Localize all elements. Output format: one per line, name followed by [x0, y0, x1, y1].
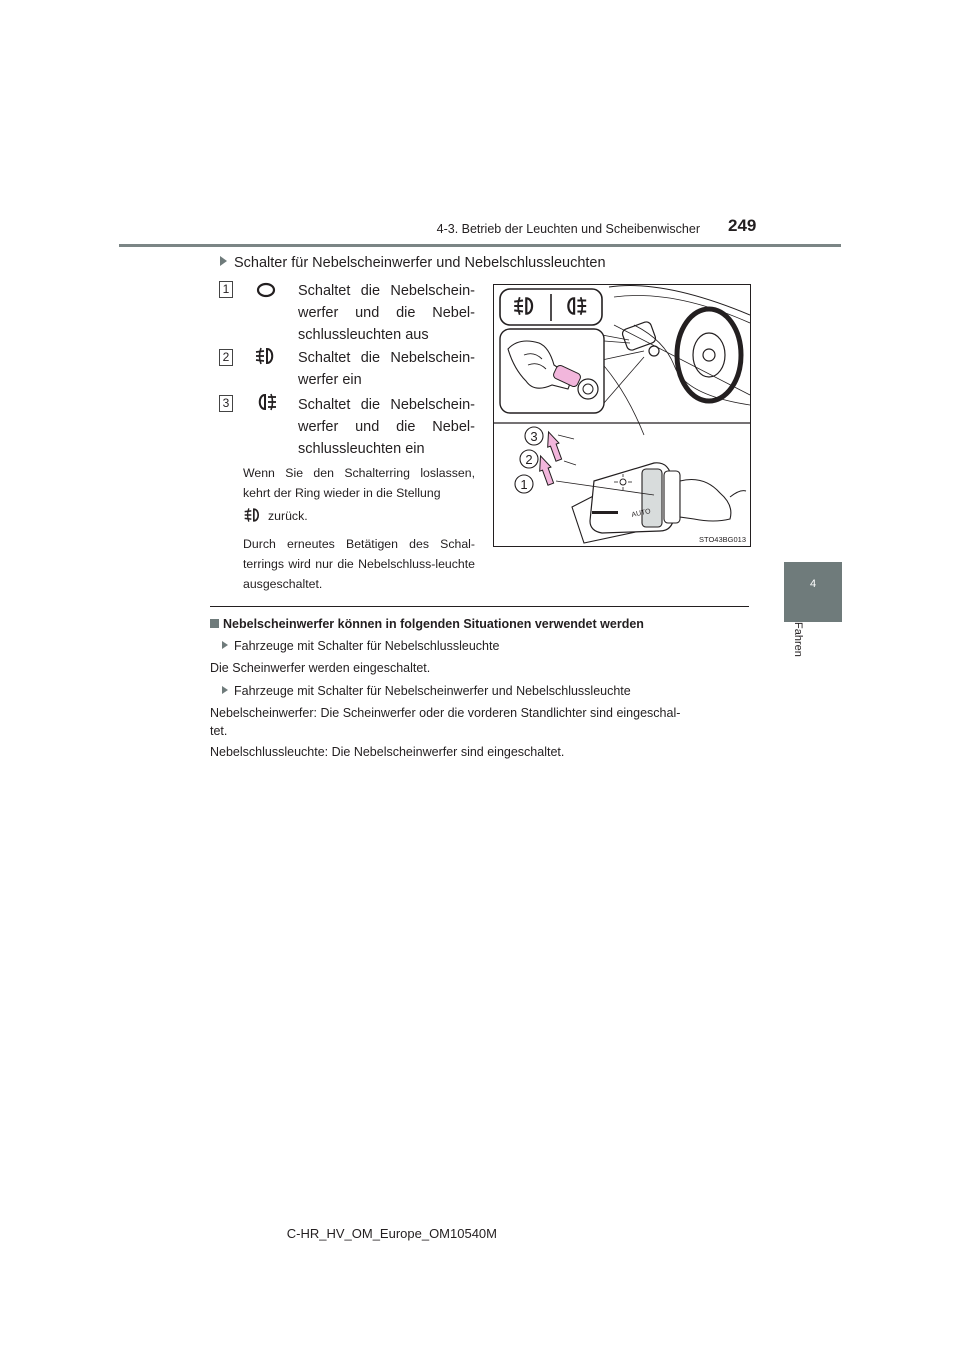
page-number: 249 [728, 216, 757, 235]
subsection-heading [220, 255, 606, 271]
step-text-1: Schaltet die Nebelschein-werfer und die Nebel-schlussleuchten aus [298, 283, 475, 343]
arrow-bullet-icon [222, 686, 228, 694]
rear-fog-light-icon [254, 392, 278, 412]
lever-auto-label: AUTO [630, 508, 652, 519]
case2-label [222, 684, 631, 698]
figure-callout-3-label: 3 [530, 429, 538, 444]
document-id-footer: C-HR_HV_OM_Europe_OM10540M [286, 1226, 497, 1241]
front-fog-light-icon [243, 506, 263, 524]
lever-closeup [572, 463, 746, 543]
case1-label [222, 639, 499, 653]
step-number-3: 3 [219, 395, 233, 412]
step-text-2: Schaltet die Nebelschein-werfer ein [298, 350, 475, 388]
front-fog-light-icon [254, 346, 278, 366]
step-text-3: Schaltet die Nebelschein-werfer und die Nebel-schlussleuchten ein [298, 397, 475, 457]
case2-text-line3: Nebelschlussleuchte: Die Nebelscheinwerfer sind eingeschaltet. [210, 745, 565, 759]
running-header-title: 4-3. Betrieb der Leuchten und Scheibenwischer [436, 222, 700, 236]
chapter-label: Fahren [792, 622, 804, 657]
square-bullet-icon [210, 619, 219, 628]
step-number-2: 2 [219, 349, 233, 366]
usage-section-heading-text: Nebelscheinwerfer können in folgenden Situationen verwendet werden [223, 617, 644, 631]
case1-text: Die Scheinwerfer werden eingeschaltet. [210, 661, 431, 675]
arrow-bullet-icon [220, 256, 227, 266]
fog-lights-off-icon [255, 282, 277, 298]
figure-code: STO43BG013 [699, 535, 746, 544]
case2-text-line1: Nebelscheinwerfer: Die Scheinwerfer oder die vorderen Standlichter sind eingeschal- [210, 706, 681, 720]
usage-section-heading [210, 617, 644, 631]
figure-callout-1-label: 1 [520, 477, 528, 492]
header-rule [119, 244, 841, 247]
section-rule [210, 606, 749, 607]
chapter-tab [784, 562, 842, 622]
arrow-position-2 [543, 430, 565, 462]
chapter-number: 4 [809, 578, 817, 590]
repeat-note: Durch erneutes Betätigen des Schal-terrings wird nur die Nebelschluss-leuchte ausgeschaltet. [243, 537, 475, 591]
case2-label-text: Fahrzeuge mit Schalter für Nebelscheinwerfer und Nebelschlussleuchte [234, 684, 631, 698]
figure-callout-2-label: 2 [525, 452, 533, 467]
switch-illustration [494, 285, 750, 546]
release-note-suffix: zurück. [268, 509, 308, 523]
arrow-bullet-icon [222, 641, 228, 649]
subsection-heading-text: Schalter für Nebelscheinwerfer und Nebelschlussleuchten [234, 255, 606, 271]
chapter-label-container [792, 622, 828, 682]
case2-text-line2: tet. [210, 724, 228, 738]
release-note: Wenn Sie den Schalterring loslassen, kehrt der Ring wieder in die Stellung [243, 466, 475, 500]
fog-light-switch-figure [493, 284, 751, 547]
case1-label-text: Fahrzeuge mit Schalter für Nebelschlussleuchte [234, 639, 500, 653]
dashboard-scene [594, 286, 750, 435]
step-number-1: 1 [219, 281, 233, 298]
